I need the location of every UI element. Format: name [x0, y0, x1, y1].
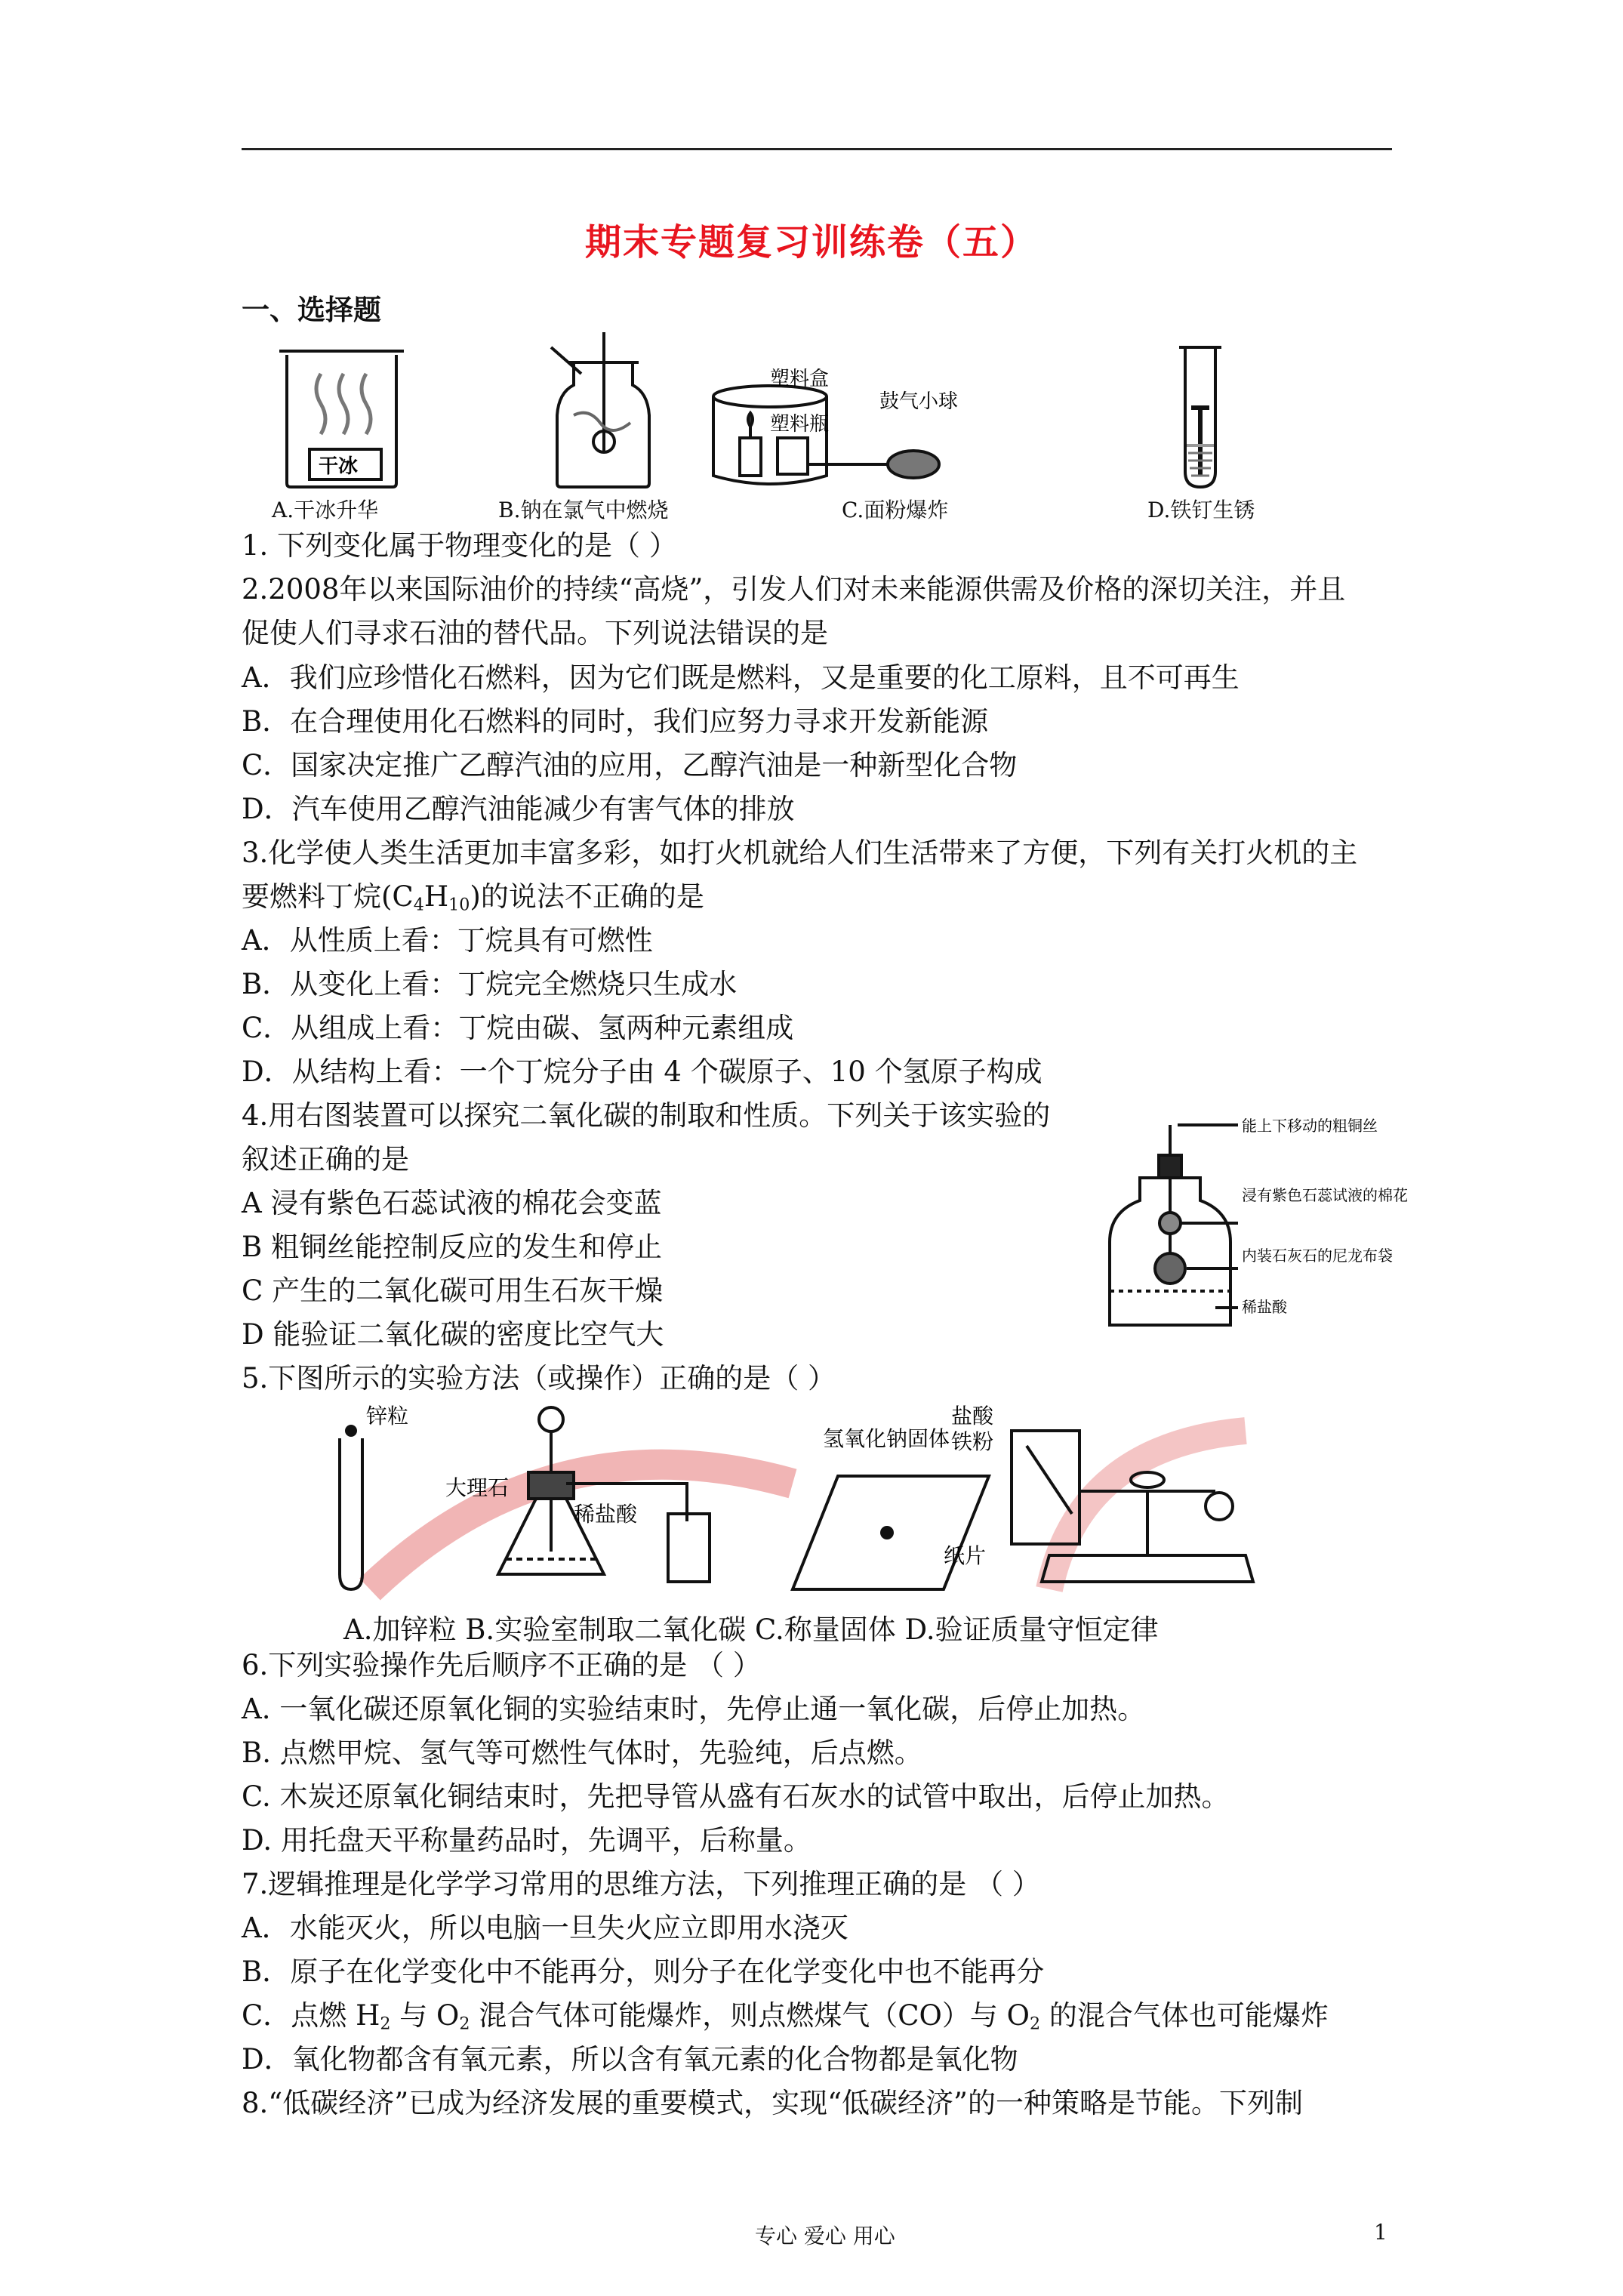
- page-title: 期末专题复习训练卷（五）: [584, 221, 1038, 264]
- question-2-option-b: B．在合理使用化石燃料的同时，我们应努力寻求开发新能源: [242, 705, 989, 738]
- q3-text-post: )的说法不正确的是: [470, 880, 704, 913]
- blow-ball-label: 鼓气小球: [879, 390, 959, 413]
- fig1-caption-a: A.干冰升华: [272, 498, 379, 522]
- fig1-caption-b: B.钠在氯气中燃烧: [498, 498, 669, 522]
- question-5: 5.下图所示的实验方法（或操作）正确的是（ ）: [242, 1362, 836, 1395]
- naoh-solid-label: 氢氧化钠固体: [823, 1426, 950, 1451]
- figure-q4: [1102, 1110, 1419, 1344]
- plastic-bottle-label: 塑料瓶: [770, 413, 830, 436]
- dry-ice-label: 干冰: [319, 455, 359, 478]
- question-3-option-a: A．从性质上看：丁烷具有可燃性: [242, 924, 653, 957]
- plastic-box-label: 塑料盒: [770, 368, 830, 390]
- zinc-label: 锌粒: [366, 1404, 409, 1428]
- figure-q1: [272, 332, 1329, 521]
- question-6-option-d: D. 用托盘天平称量药品时，先调平，后称量。: [242, 1824, 812, 1857]
- question-8: 8.“低碳经济”已成为经济发展的重要模式，实现“低碳经济”的一种策略是节能。下列制: [242, 2087, 1303, 2119]
- question-2-line1: 2.2008年以来国际油价的持续“高烧”，引发人们对未来能源供需及价格的深切关注，并且: [242, 573, 1346, 606]
- fig1-caption-c: C.面粉爆炸: [842, 498, 949, 522]
- question-7: 7.逻辑推理是化学学习常用的思维方法，下列推理正确的是 （ ）: [242, 1868, 1040, 1900]
- question-2-option-d: D．汽车使用乙醇汽油能减少有害气体的排放: [242, 793, 795, 825]
- q3-text-h: H: [423, 880, 449, 913]
- question-6-option-b: B. 点燃甲烷、氢气等可燃性气体时，先验纯，后点燃。: [242, 1737, 922, 1769]
- q7c-part2: 与 O: [390, 1999, 460, 2032]
- question-3-option-c: C．从组成上看：丁烷由碳、氢两种元素组成: [242, 1012, 794, 1044]
- q7c-sub2: 2: [459, 2014, 470, 2034]
- q3-text-pre: 要燃料丁烷(C: [242, 880, 414, 913]
- q3-sub-10: 10: [448, 895, 470, 915]
- dilute-hcl-label: 稀盐酸: [574, 1502, 638, 1527]
- question-2-option-c: C．国家决定推广乙醇汽油的应用，乙醇汽油是一种新型化合物: [242, 749, 1018, 781]
- question-3-line2: [242, 880, 704, 915]
- question-4-line1: 4.用右图装置可以探究二氧化碳的制取和性质。下列关于该实验的: [242, 1099, 1051, 1132]
- co2-apparatus-drawing: [1110, 1125, 1238, 1325]
- q7c-sub3: 2: [1029, 2014, 1041, 2034]
- test-tube-nail-drawing: [1179, 347, 1221, 487]
- fig1-caption-d: D.铁钉生锈: [1147, 498, 1255, 522]
- question-1: 1. 下列变化属于物理变化的是（ ）: [242, 529, 677, 562]
- fig4-bag-label: 内装石灰石的尼龙布袋: [1242, 1247, 1393, 1265]
- figure-q5: [325, 1401, 1298, 1604]
- question-7-option-c: [242, 1999, 1329, 2034]
- q3-sub-4: 4: [413, 895, 424, 915]
- question-4-option-d: D 能验证二氧化碳的密度比空气大: [242, 1318, 664, 1351]
- question-7-option-d: D．氧化物都含有氧元素，所以含有氧元素的化合物都是氧化物: [242, 2043, 1018, 2076]
- hcl-label: 盐酸: [951, 1404, 994, 1428]
- question-3-line1: 3.化学使人类生活更加丰富多彩，如打火机就给人们生活带来了方便，下列有关打火机的主: [242, 837, 1358, 869]
- fig4-wire-label: 能上下移动的粗铜丝: [1242, 1117, 1378, 1135]
- question-2-option-a: A．我们应珍惜化石燃料，因为它们既是燃料，又是重要的化工原料，且不可再生: [242, 661, 1240, 694]
- jar-sodium-chlorine-drawing: [551, 332, 649, 487]
- question-4-option-b: B 粗铜丝能控制反应的发生和停止: [242, 1231, 662, 1263]
- marble-label: 大理石: [445, 1475, 510, 1500]
- page-number: 1: [1374, 2220, 1387, 2245]
- q7c-sub1: 2: [380, 2014, 391, 2034]
- section-heading: 一、选择题: [242, 293, 381, 326]
- question-6-option-c: C. 木炭还原氧化铜结束时，先把导管从盛有石灰水的试管中取出，后停止加热。: [242, 1780, 1230, 1813]
- q7c-part3: 混合气体可能爆炸，则点燃煤气（CO）与 O: [470, 1999, 1030, 2032]
- footer-motto: 专心 爱心 用心: [755, 2224, 895, 2248]
- question-3-option-b: B．从变化上看：丁烷完全燃烧只生成水: [242, 968, 738, 1000]
- fig4-acid-label: 稀盐酸: [1242, 1298, 1287, 1316]
- q7c-part4: 的混合气体也可能爆炸: [1040, 1999, 1329, 2032]
- question-2-line2: 促使人们寻求石油的替代品。下列说法错误的是: [242, 617, 828, 649]
- paper-label: 纸片: [944, 1543, 987, 1568]
- question-6-option-a: A. 一氧化碳还原氧化铜的实验结束时，先停止通一氧化碳，后停止加热。: [242, 1693, 1146, 1725]
- question-6: 6.下列实验操作先后顺序不正确的是 （ ）: [242, 1649, 761, 1681]
- question-3-option-d: D．从结构上看：一个丁烷分子由 4 个碳原子、10 个氢原子构成: [242, 1056, 1042, 1088]
- fig5-captions: A.加锌粒 B.实验室制取二氧化碳 C.称量固体 D.验证质量守恒定律: [343, 1613, 1159, 1646]
- question-7-option-a: A．水能灭火，所以电脑一旦失火应立即用水浇灭: [242, 1912, 848, 1944]
- question-7-option-b: B．原子在化学变化中不能再分，则分子在化学变化中也不能再分: [242, 1955, 1045, 1988]
- fig4-cotton-label: 浸有紫色石蕊试液的棉花: [1242, 1186, 1408, 1204]
- header-rule: [242, 148, 1392, 150]
- question-4-line2: 叙述正确的是: [242, 1143, 409, 1176]
- question-4-option-a: A 浸有紫色石蕊试液的棉花会变蓝: [242, 1187, 662, 1219]
- q7c-part1: C．点燃 H: [242, 1999, 380, 2032]
- iron-powder-label: 铁粉: [951, 1429, 994, 1454]
- question-4-option-c: C 产生的二氧化碳可用生石灰干燥: [242, 1274, 664, 1307]
